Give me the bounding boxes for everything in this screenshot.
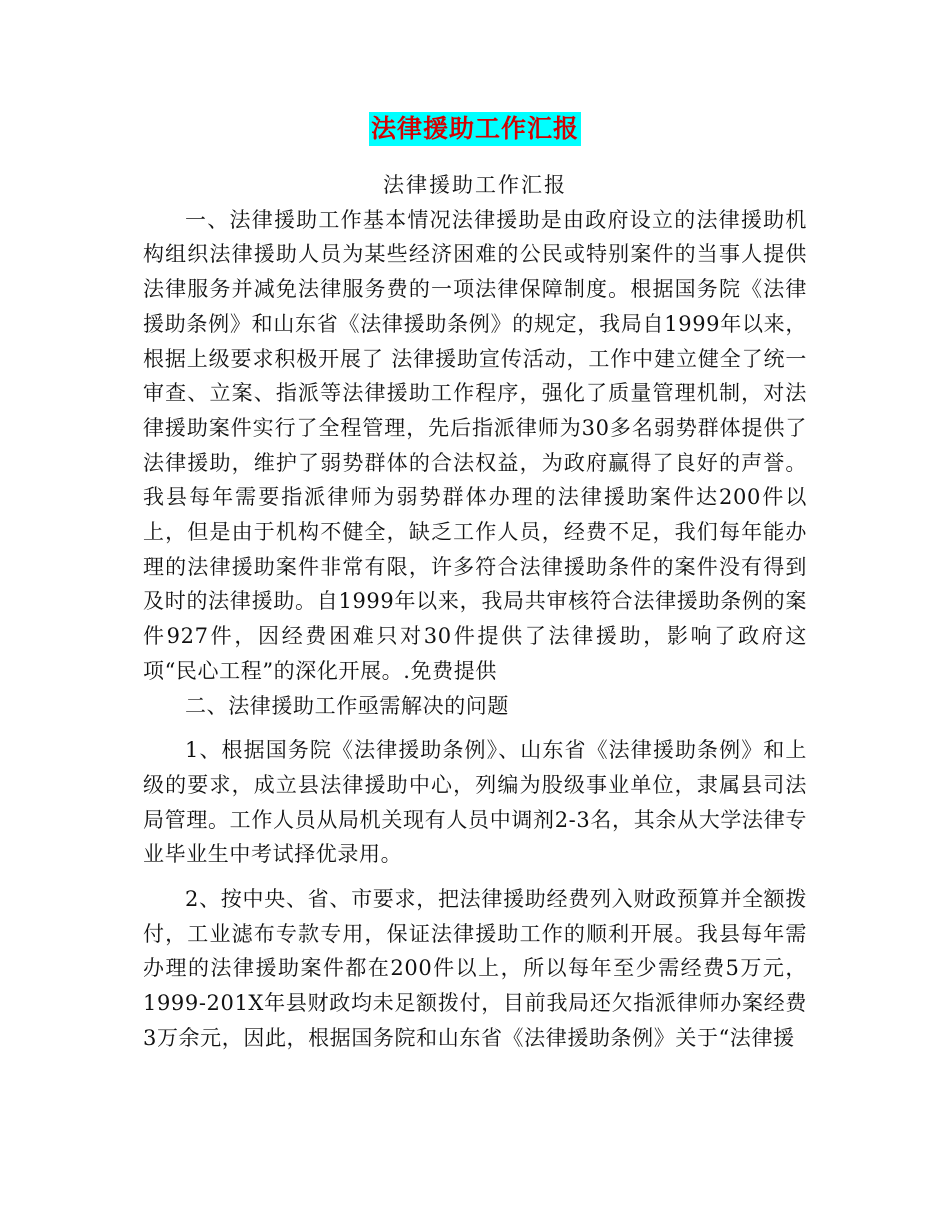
document-subtitle: 法律援助工作汇报 [383,173,567,197]
title-block [0,112,950,146]
paragraph-item-1: 1、根据国务院《法律援助条例》、山东省《法律援助条例》和上级的要求，成立县法律援助中心，列编为股级事业单位，隶属县司法局管理。工作人员从局机关现有人员中调剂2-3名，其余从大学法律专业毕业生中考试择优录用。 [143,738,807,867]
paragraph-basic-situation: 一、法律援助工作基本情况法律援助是由政府设立的法律援助机构组织法律援助人员为某些经济困难的公民或特别案件的当事人提供法律服务并减免法律服务费的一项法律保障制度。根据国务院《法律援助条例》和山东省《法律援助条例》的规定，我局自1999年以来，根据上级要求积极开展了 法律援助宣传活动，工作中建立健全了统一审查、立案、指派等法律援助工作程序，强化了质量管理机制，对法律援助案件实行了全程管理，先后指派律师为30多名弱势群体提供了法律援助，维护了弱势群体的合法权益，为政府赢得了良好的声誉。我县每年需要指派律师为弱势群体办理的法律援助案件达200件以上，但是由于机构不健全，缺乏工作人员，经费不足，我们每年能办理的法律援助案件非常有限，许多符合法律援助条件的案件没有得到及时的法律援助。自1999年以来，我局共审核符合法律援助条例的案件927件，因经费困难只对30件提供了法律援助，影响了政府这项“民心工程”的深化开展。.免费提供 [143,207,807,683]
document-title: 法律援助工作汇报 [369,112,581,146]
paragraph-item-2: 2、按中央、省、市要求，把法律援助经费列入财政预算并全额拨付，工业滤布专款专用，保证法律援助工作的顺利开展。我县每年需办理的法律援助案件都在200件以上，所以每年至少需经费5万元，1999-201X年县财政均未足额拨付，目前我局还欠指派律师办案经费3万余元，因此，根据国务院和山东省《法律援助条例》关于“法律援 [143,887,807,1050]
paragraph-section-heading: 二、法律援助工作亟需解决的问题 [185,693,509,718]
document-body [143,168,807,1056]
